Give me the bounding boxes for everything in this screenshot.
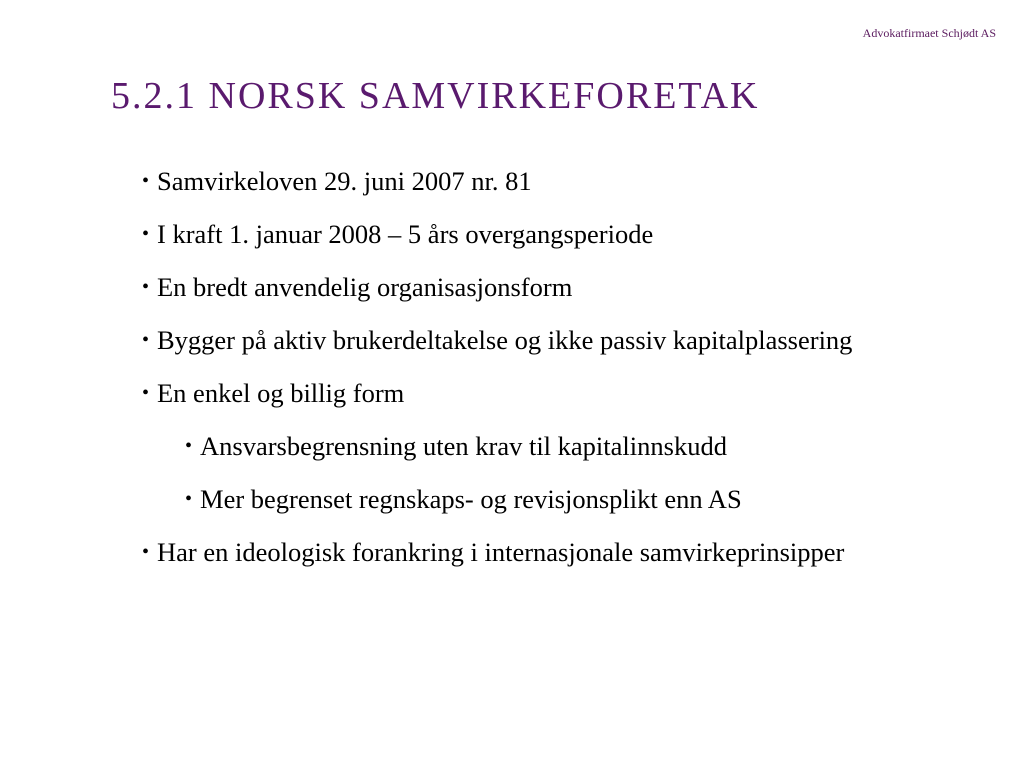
bullet-text: Mer begrenset regnskaps- og revisjonsplikt enn AS	[200, 484, 742, 514]
bullet-dot-icon: •	[142, 276, 150, 298]
bullet-text: Ansvarsbegrensning uten krav til kapitalinnskudd	[200, 431, 727, 461]
bullet-dot-icon: •	[142, 541, 150, 563]
bullet-dot-icon: •	[142, 223, 150, 245]
bullet-text: En enkel og billig form	[157, 378, 405, 408]
firm-name-header: Advokatfirmaet Schjødt AS	[862, 26, 996, 40]
bullet-dot-icon: •	[142, 329, 150, 351]
bullet-dot-icon: •	[142, 170, 150, 192]
bullet-item	[142, 321, 902, 359]
bullet-text: En bredt anvendelig organisasjonsform	[157, 272, 573, 302]
sub-bullet-item	[185, 427, 902, 465]
slide-title: 5.2.1 NORSK SAMVIRKEFORETAK	[111, 75, 760, 117]
bullet-item	[142, 374, 902, 412]
bullet-item	[142, 215, 902, 253]
bullet-text: Bygger på aktiv brukerdeltakelse og ikke passiv kapitalplassering	[157, 325, 853, 355]
bullet-text: Har en ideologisk forankring i internasjonale samvirkeprinsipper	[157, 537, 845, 567]
bullet-dot-icon: •	[185, 435, 193, 457]
bullet-dot-icon: •	[142, 382, 150, 404]
bullet-item	[142, 533, 902, 571]
bullet-text: Samvirkeloven 29. juni 2007 nr. 81	[157, 166, 532, 196]
sub-bullet-item	[185, 480, 902, 518]
bullet-list	[142, 162, 902, 586]
bullet-dot-icon: •	[185, 488, 193, 510]
bullet-item	[142, 268, 902, 306]
bullet-text: I kraft 1. januar 2008 – 5 års overgangsperiode	[157, 219, 654, 249]
bullet-item	[142, 162, 902, 200]
